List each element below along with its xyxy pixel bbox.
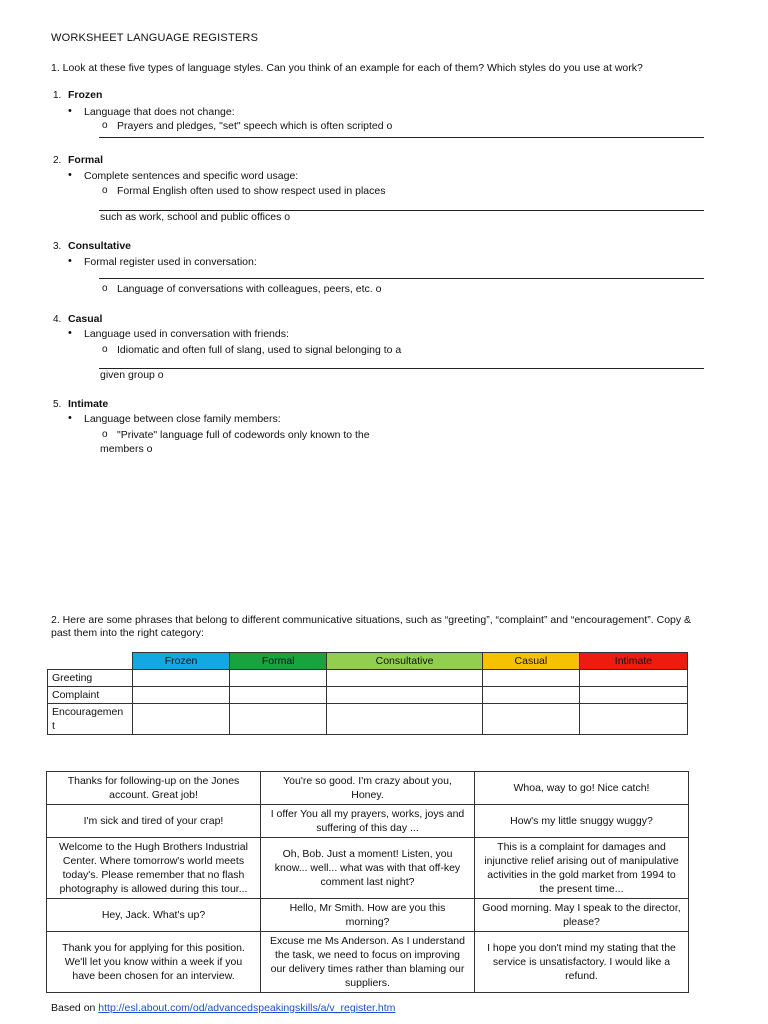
row-label-encouragement: Encouragemen t bbox=[48, 703, 133, 734]
phrase-cell[interactable]: This is a complaint for damages and injunctive relief arising out of manipulative activities in the gold market from 1994 to the present time... bbox=[475, 838, 689, 899]
header-casual: Casual bbox=[482, 653, 579, 670]
circle-bullet-icon: o bbox=[102, 120, 108, 131]
category-row bbox=[48, 686, 688, 703]
header-formal: Formal bbox=[230, 653, 327, 670]
register-bullet: • Complete sentences and specific word usage: bbox=[68, 169, 299, 182]
category-row bbox=[48, 669, 688, 686]
answer-cell[interactable] bbox=[327, 703, 483, 734]
bullet-icon: • bbox=[68, 105, 72, 117]
phrase-cell[interactable]: Hello, Mr Smith. How are you this morning? bbox=[261, 899, 475, 932]
answer-line[interactable] bbox=[99, 137, 704, 138]
circle-bullet-icon: o bbox=[102, 283, 108, 294]
circle-bullet-icon: o bbox=[102, 429, 108, 440]
answer-cell[interactable] bbox=[133, 686, 230, 703]
phrase-cell[interactable]: I offer You all my prayers, works, joys and suffering of this day ... bbox=[261, 805, 475, 838]
circle-bullet-icon: o bbox=[102, 344, 108, 355]
answer-cell[interactable] bbox=[482, 686, 579, 703]
answer-cell[interactable] bbox=[579, 686, 687, 703]
source-link[interactable]: http://esl.about.com/od/advancedspeakingskills/a/v_register.htm bbox=[98, 1002, 396, 1014]
header-frozen: Frozen bbox=[133, 653, 230, 670]
bullet-icon: • bbox=[68, 327, 72, 339]
register-bullet: • Language between close family members: bbox=[68, 412, 281, 425]
register-example: o "Private" language full of codewords only known to the bbox=[102, 429, 370, 441]
phrase-row bbox=[47, 899, 689, 932]
answer-cell[interactable] bbox=[133, 669, 230, 686]
register-bullet: • Formal register used in conversation: bbox=[68, 255, 257, 268]
header-intimate: Intimate bbox=[579, 653, 687, 670]
register-heading-formal: Formal bbox=[68, 154, 104, 166]
bullet-icon: • bbox=[68, 412, 72, 424]
answer-cell[interactable] bbox=[230, 686, 327, 703]
category-row bbox=[48, 703, 688, 734]
register-bullet: • Language used in conversation with friends: bbox=[68, 327, 289, 340]
register-example-continued: such as work, school and public offices o bbox=[100, 211, 291, 223]
register-example-continued: members o bbox=[100, 443, 153, 455]
phrase-row bbox=[47, 805, 689, 838]
item-number: 5. bbox=[53, 399, 62, 410]
register-heading-casual: Casual bbox=[68, 313, 103, 325]
phrase-cell[interactable]: Oh, Bob. Just a moment! Listen, you know... well... what was with that off-key comment last night? bbox=[261, 838, 475, 899]
phrase-cell[interactable]: Welcome to the Hugh Brothers Industrial Center. Where tomorrow's world meets today's. Please remember that no flash photography is allowed during this tour... bbox=[47, 838, 261, 899]
item-number: 3. bbox=[53, 241, 62, 252]
question-2: 2. Here are some phrases that belong to different communicative situations, such as “greeting”, “complaint” and “encouragement”. Copy & past them into the right category: bbox=[51, 614, 692, 639]
row-label-greeting: Greeting bbox=[48, 669, 133, 686]
register-example: o Prayers and pledges, "set" speech which is often scripted o bbox=[102, 120, 393, 132]
phrase-cell[interactable]: I'm sick and tired of your crap! bbox=[47, 805, 261, 838]
empty-corner-cell bbox=[48, 653, 133, 670]
phrase-cell[interactable]: Whoa, way to go! Nice catch! bbox=[475, 772, 689, 805]
register-bullet: • Language that does not change: bbox=[68, 105, 235, 118]
phrase-cell[interactable]: Thank you for applying for this position. We'll let you know within a week if you have been chosen for an interview. bbox=[47, 932, 261, 993]
phrase-row bbox=[47, 838, 689, 899]
bullet-icon: • bbox=[68, 255, 72, 267]
register-heading-intimate: Intimate bbox=[68, 398, 109, 410]
register-example-continued: given group o bbox=[100, 369, 164, 381]
phrases-table bbox=[46, 771, 689, 993]
register-example: o Language of conversations with colleagues, peers, etc. o bbox=[102, 283, 382, 295]
source-note: Based on http://esl.about.com/od/advancedspeakingskills/a/v_register.htm bbox=[51, 1002, 396, 1014]
phrase-cell[interactable]: You're so good. I'm crazy about you, Honey. bbox=[261, 772, 475, 805]
answer-cell[interactable] bbox=[482, 703, 579, 734]
answer-cell[interactable] bbox=[327, 686, 483, 703]
phrase-cell[interactable]: Hey, Jack. What's up? bbox=[47, 899, 261, 932]
register-example: o Formal English often used to show respect used in places bbox=[102, 185, 386, 197]
bullet-icon: • bbox=[68, 169, 72, 181]
phrase-cell[interactable]: Good morning. May I speak to the director, please? bbox=[475, 899, 689, 932]
phrase-row bbox=[47, 932, 689, 993]
answer-cell[interactable] bbox=[327, 669, 483, 686]
item-number: 4. bbox=[53, 314, 62, 325]
answer-cell[interactable] bbox=[133, 703, 230, 734]
phrase-row bbox=[47, 772, 689, 805]
phrase-cell[interactable]: How's my little snuggy wuggy? bbox=[475, 805, 689, 838]
answer-cell[interactable] bbox=[579, 669, 687, 686]
answer-cell[interactable] bbox=[482, 669, 579, 686]
register-heading-consultative: Consultative bbox=[68, 240, 132, 252]
answer-cell[interactable] bbox=[230, 703, 327, 734]
answer-line[interactable] bbox=[99, 368, 704, 369]
category-header-row bbox=[48, 653, 688, 670]
item-number: 1. bbox=[53, 90, 62, 101]
register-example: o Idiomatic and often full of slang, used to signal belonging to a bbox=[102, 344, 402, 356]
category-table bbox=[47, 652, 688, 735]
answer-cell[interactable] bbox=[230, 669, 327, 686]
header-consultative: Consultative bbox=[327, 653, 483, 670]
register-heading-frozen: Frozen bbox=[68, 89, 103, 101]
item-number: 2. bbox=[53, 155, 62, 166]
question-1: 1. Look at these five types of language styles. Can you think of an example for each of them? Which styles do you use at work? bbox=[51, 62, 643, 74]
row-label-complaint: Complaint bbox=[48, 686, 133, 703]
phrase-cell[interactable]: Thanks for following-up on the Jones account. Great job! bbox=[47, 772, 261, 805]
answer-cell[interactable] bbox=[579, 703, 687, 734]
phrase-cell[interactable]: I hope you don't mind my stating that the service is unsatisfactory. I would like a refund. bbox=[475, 932, 689, 993]
circle-bullet-icon: o bbox=[102, 185, 108, 196]
worksheet-title: WORKSHEET LANGUAGE REGISTERS bbox=[51, 32, 259, 44]
answer-line[interactable] bbox=[99, 278, 704, 279]
phrase-cell[interactable]: Excuse me Ms Anderson. As I understand the task, we need to focus on improving our delivery times rather than blaming our suppliers. bbox=[261, 932, 475, 993]
